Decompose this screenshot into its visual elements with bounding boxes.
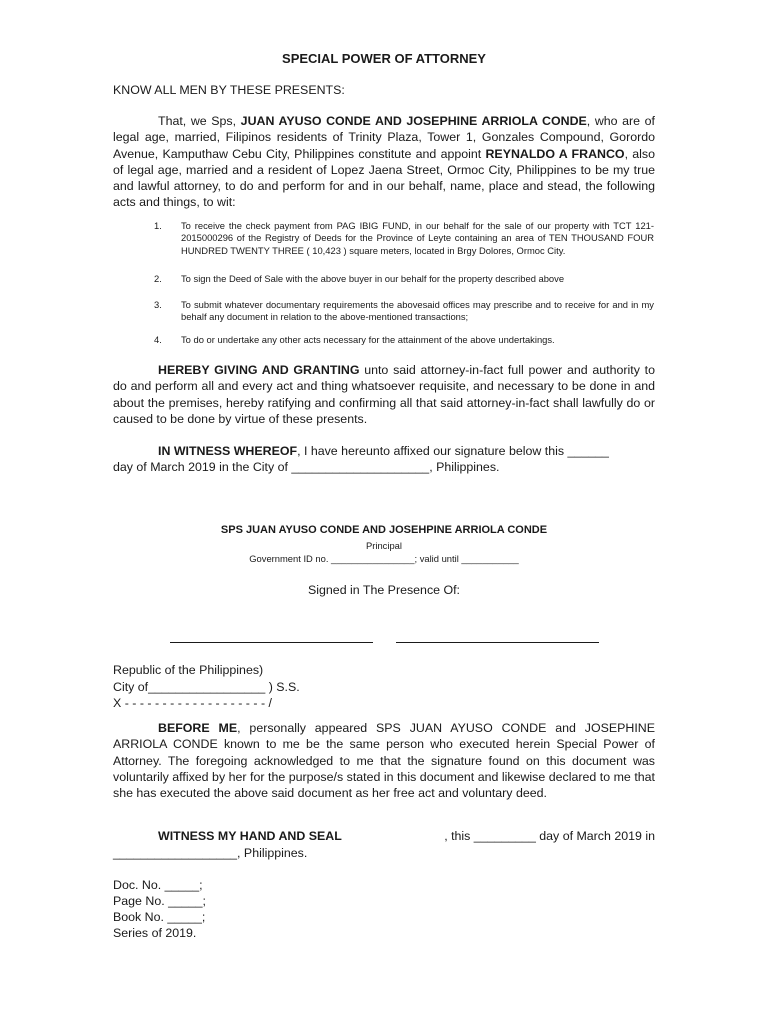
list-text: To do or undertake any other acts necessary for the attainment of the above undertakings.: [181, 334, 555, 345]
intro-text-2: , who are of legal age, married, Filipinos residents of Trinity Plaza, Tower 1, Gonzales Compound, Gorordo Avenue, Kamputhaw Cebu City, Philippines constitute and appoint: [113, 114, 655, 161]
attorney-name: REYNALDO A FRANCO: [485, 146, 625, 161]
acknowledgment-text: , personally appeared SPS JUAN AYUSO CONDE and JOSEPHINE ARRIOLA CONDE known to me be the same person who executed herein Special Power of Attorney. The foregoing acknowledged to me that the signature found on this document was voluntarily affixed by her for the purpose/s stated in this document and likewise declared to me that she has executed the above said document as her free act and voluntary deed.: [113, 721, 655, 801]
list-item: [154, 299, 654, 324]
government-id-line: Government ID no. ________________; valid until ___________: [249, 553, 519, 564]
list-number: 2.: [154, 273, 162, 284]
series-year: Series of 2019.: [113, 926, 197, 940]
list-text: To submit whatever documentary requirements the abovesaid offices may prescribe and to receive for and in my behalf any document in relation to the above-mentioned transactions;: [181, 299, 654, 323]
page-title: SPECIAL POWER OF ATTORNEY: [282, 51, 486, 66]
signatory-name: SPS JUAN AYUSO CONDE AND JOSEHPINE ARRIOLA CONDE: [220, 524, 548, 536]
list-item: [154, 334, 654, 346]
granting-text: unto said attorney-in-fact full power and authority to do and perform all and every act and thing whatsoever requisite, and necessary to be done in and about the premises, hereby ratifying and confirming all that said attorney-in-fact shall lawfully do or caused to be done by virtue of these presents.: [113, 363, 655, 426]
doc-number: Doc. No. _____;: [113, 878, 203, 892]
list-number: 3.: [154, 299, 162, 310]
witness-line-2: day of March 2019 in the City of ____________________, Philippines.: [113, 460, 500, 474]
venue-marker: X - - - - - - - - - - - - - - - - - - - /: [113, 696, 272, 710]
granting-heading: HEREBY GIVING AND GRANTING: [158, 363, 360, 377]
signatory-role: Principal: [366, 540, 402, 551]
list-number: 4.: [154, 334, 162, 345]
page-number: Page No. _____;: [113, 894, 207, 908]
list-item: [154, 273, 654, 285]
principals-name: JUAN AYUSO CONDE AND JOSEPHINE ARRIOLA CONDE: [240, 114, 587, 128]
witness-signature-line-1: [170, 642, 373, 643]
acts-list-3: [154, 299, 654, 324]
list-text: To receive the check payment from PAG IBIG FUND, in our behalf for the sale of our property with TCT 121- 2015000296 of the Registry of Deeds for the Province of Leyte containing an area of TEN THOUSAND FOUR HUNDRED TWENTY THREE ( 10,423 ) square meters, located in Brgy Dolores, Ormoc City.: [181, 220, 654, 256]
greeting: KNOW ALL MEN BY THESE PRESENTS:: [113, 83, 345, 97]
seal-text-1: , this _________ day of March 2019 in: [444, 829, 655, 843]
witness-line-1: [158, 443, 609, 459]
acknowledgment-heading: BEFORE ME: [158, 721, 238, 735]
witness-text-1: , I have hereunto affixed our signature below this ______: [297, 444, 609, 458]
acts-list-2: [154, 273, 654, 285]
witness-signature-line-2: [396, 642, 599, 643]
granting-paragraph: [113, 362, 655, 427]
acts-list: [154, 220, 654, 257]
book-number: Book No. _____;: [113, 910, 206, 924]
intro-text-1: That, we Sps,: [158, 114, 241, 128]
seal-line-2: __________________, Philippines.: [113, 846, 308, 860]
list-item: [154, 220, 654, 257]
acts-list-4: [154, 334, 654, 346]
intro-text-3: , also of legal age, married and a resident of Lopez Jaena Street, Ormoc City, Philippines to be my true and lawful attorney, to do and perform for and in our behalf, name, place and stead, the following acts and things, to wit:: [113, 146, 655, 210]
presence-heading: Signed in The Presence Of:: [308, 583, 460, 597]
venue-country: Republic of the Philippines): [113, 663, 264, 677]
list-text: To sign the Deed of Sale with the above buyer in our behalf for the property described above: [181, 273, 565, 284]
venue-city: City of_________________ ) S.S.: [113, 680, 300, 694]
acknowledgment-paragraph: [113, 720, 655, 801]
witness-heading: IN WITNESS WHEREOF: [158, 444, 298, 458]
seal-heading: WITNESS MY HAND AND SEAL: [158, 829, 342, 843]
list-number: 1.: [154, 220, 162, 231]
intro-paragraph: [113, 113, 655, 211]
seal-line-1: [158, 828, 655, 844]
